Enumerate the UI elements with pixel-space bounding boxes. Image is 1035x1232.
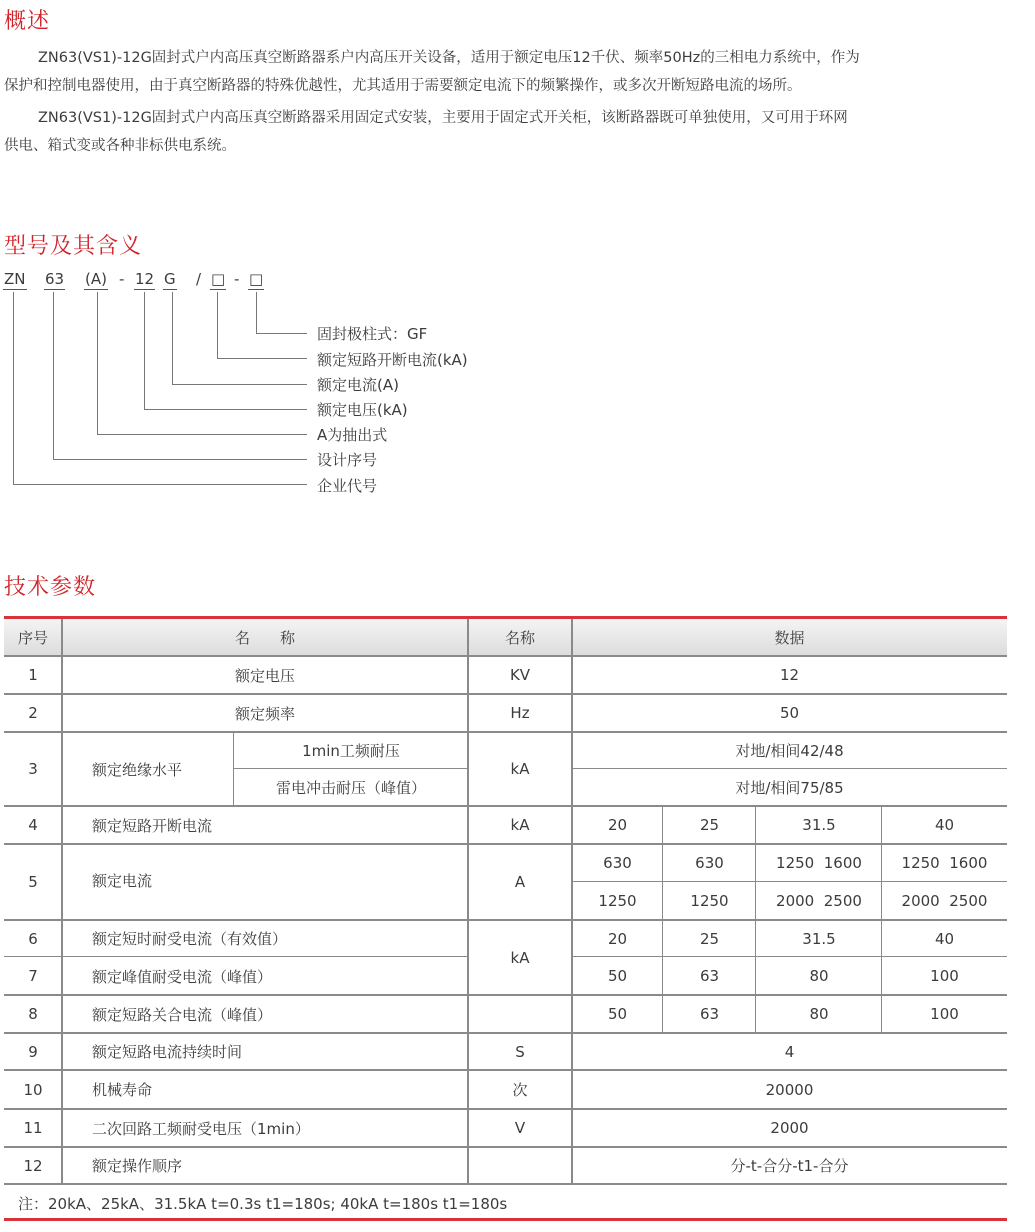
row-no: 9 xyxy=(28,1042,38,1061)
row-value: 12 xyxy=(779,666,800,684)
connector-line xyxy=(144,292,145,409)
row-value: 80 xyxy=(809,1005,829,1023)
grid-line xyxy=(61,619,63,1184)
grid-line xyxy=(881,806,882,1033)
grid-line xyxy=(4,1069,1007,1071)
grid-line xyxy=(4,919,1007,921)
row-unit: Hz xyxy=(510,704,530,722)
row-value: 630 xyxy=(603,854,632,872)
overview-paragraph-1 xyxy=(4,44,1029,100)
row-name: 机械寿命 xyxy=(92,1081,153,1099)
connector-line xyxy=(217,358,307,359)
connector-line xyxy=(256,292,257,334)
grid-line xyxy=(572,768,1007,769)
row-name: 额定短路关合电流（峰值） xyxy=(92,1005,273,1024)
row-value: 100 xyxy=(930,967,959,985)
row-value: 31.5 xyxy=(802,816,836,834)
grid-line xyxy=(571,619,573,1184)
grid-line xyxy=(572,881,1007,882)
code-part: - xyxy=(234,270,240,288)
code-part: 63 xyxy=(45,270,65,288)
row-value: 20 xyxy=(607,929,628,948)
connector-line xyxy=(13,292,14,485)
row-no: 6 xyxy=(28,929,38,948)
row-no: 7 xyxy=(28,967,38,985)
connector-line xyxy=(53,459,307,460)
row-subname: 1min工频耐压 xyxy=(302,742,400,760)
connector-line xyxy=(53,292,54,459)
overview-text: 供电、箱式变或各种非标供电系统。 xyxy=(4,138,236,154)
row-no: 5 xyxy=(28,873,38,891)
connector-line xyxy=(217,292,218,359)
connector-line xyxy=(97,292,98,434)
code-part: - xyxy=(119,270,125,288)
row-value: 50 xyxy=(607,1005,628,1023)
row-unit: KV xyxy=(509,666,531,684)
row-value: 80 xyxy=(809,967,829,985)
model-label: A为抽出式 xyxy=(317,426,388,444)
row-no: 12 xyxy=(23,1156,43,1175)
connector-line xyxy=(172,384,307,385)
row-value: 1250 xyxy=(598,892,637,910)
row-no: 11 xyxy=(23,1119,43,1137)
model-label: 额定电流(A) xyxy=(317,376,399,394)
overview-paragraph-2 xyxy=(4,104,1029,160)
table-bottom-rule xyxy=(4,1218,1007,1221)
row-name: 额定操作顺序 xyxy=(92,1157,183,1175)
row-value: 2000 2500 xyxy=(776,892,862,910)
header-name: 名 称 xyxy=(234,629,295,647)
connector-line xyxy=(256,333,307,334)
row-value: 50 xyxy=(607,967,628,985)
grid-line xyxy=(4,843,1007,845)
row-value: 2000 2500 xyxy=(901,892,988,910)
grid-line xyxy=(4,655,1007,657)
model-heading: 型号及其含义 xyxy=(4,234,143,259)
row-unit: kA xyxy=(510,948,530,967)
row-unit: S xyxy=(515,1042,525,1061)
grid-line xyxy=(572,956,1007,957)
header-unit: 名称 xyxy=(504,629,535,647)
row-value: 31.5 xyxy=(802,929,836,948)
connector-line xyxy=(172,292,173,384)
row-value: 63 xyxy=(699,967,720,985)
model-label: 固封极柱式：GF xyxy=(317,325,428,343)
connector-line xyxy=(97,434,307,435)
model-label: 额定电压(kA) xyxy=(317,401,408,419)
connector-line xyxy=(144,409,307,410)
row-no: 8 xyxy=(28,1005,38,1023)
row-name: 额定频率 xyxy=(234,704,295,723)
grid-line xyxy=(4,1146,1007,1148)
code-part: 12 xyxy=(135,270,155,288)
grid-line xyxy=(4,693,1007,695)
model-label: 企业代号 xyxy=(317,477,378,495)
row-name: 额定电压 xyxy=(234,666,295,685)
grid-line xyxy=(4,1183,1007,1185)
row-unit: kA xyxy=(510,760,530,778)
row-value: 25 xyxy=(699,929,720,948)
row-subname: 雷电冲击耐压（峰值） xyxy=(275,779,426,797)
header-data: 数据 xyxy=(774,629,805,647)
row-no: 10 xyxy=(23,1080,43,1099)
row-unit xyxy=(468,1147,572,1184)
code-part: □ xyxy=(249,270,264,288)
row-name: 额定峰值耐受电流（峰值） xyxy=(92,967,273,986)
code-part: □ xyxy=(211,270,226,288)
model-label: 额定短路开断电流(kA) xyxy=(317,351,468,369)
row-value: 630 xyxy=(695,854,724,872)
row-no: 1 xyxy=(28,666,38,684)
row-name: 额定电流 xyxy=(92,871,153,890)
table-note: 注：20kA、25kA、31.5kA t=0.3s t1=180s; 40kA t=180s t1=180s xyxy=(18,1195,508,1213)
connector-line xyxy=(13,484,307,485)
row-value: 20 xyxy=(607,816,628,834)
grid-line xyxy=(755,806,756,1033)
row-value: 1250 xyxy=(690,892,729,910)
overview-heading: 概述 xyxy=(4,9,51,34)
grid-line xyxy=(662,806,663,1033)
overview-text: 保护和控制电器使用，由于真空断路器的特殊优越性，尤其适用于需要额定电流下的频繁操作，或多次开断短路电流的场所。 xyxy=(4,78,802,94)
grid-line xyxy=(234,768,468,769)
code-part: G xyxy=(164,270,176,288)
code-part: / xyxy=(196,270,202,288)
grid-line xyxy=(4,731,1007,733)
row-no: 3 xyxy=(28,760,38,778)
row-value: 分-t-合分-t1-合分 xyxy=(730,1157,849,1175)
row-value: 40 xyxy=(934,929,955,948)
header-no: 序号 xyxy=(17,629,48,647)
row-value: 20000 xyxy=(765,1080,814,1099)
grid-line xyxy=(4,1032,1007,1034)
row-value: 63 xyxy=(699,1005,720,1023)
overview-text: ZN63(VS1)-12G固封式户内高压真空断路器系户内高压开关设备，适用于额定电压12千伏、频率50Hz的三相电力系统中，作为 xyxy=(38,50,860,66)
overview-text: ZN63(VS1)-12G固封式户内高压真空断路器采用固定式安装，主要用于固定式开关柜，该断路器既可单独使用，又可用于环网 xyxy=(38,110,848,126)
row-name: 二次回路工频耐受电压（1min） xyxy=(92,1119,310,1138)
model-label: 设计序号 xyxy=(317,451,378,469)
code-part: ZN xyxy=(4,270,26,288)
row-no: 4 xyxy=(28,816,38,834)
grid-line xyxy=(4,1108,1007,1110)
row-value: 4 xyxy=(784,1042,795,1061)
row-value: 1250 1600 xyxy=(776,854,862,872)
row-unit: 次 xyxy=(512,1081,528,1099)
row-value: 1250 1600 xyxy=(901,854,988,872)
row-value: 25 xyxy=(699,816,720,834)
grid-line xyxy=(467,619,469,1184)
code-part: (A) xyxy=(85,270,107,288)
specs-heading: 技术参数 xyxy=(4,575,97,600)
row-name: 额定短时耐受电流（有效值） xyxy=(92,930,288,948)
row-unit: kA xyxy=(510,816,530,834)
row-value: 50 xyxy=(779,704,800,722)
row-name: 额定短路电流持续时间 xyxy=(92,1043,243,1061)
row-value: 对地/相间75/85 xyxy=(735,779,844,797)
row-value: 40 xyxy=(934,816,955,834)
grid-line xyxy=(233,732,234,806)
grid-line xyxy=(4,956,468,957)
row-unit: V xyxy=(514,1119,526,1137)
row-value: 100 xyxy=(930,1005,959,1023)
row-name: 额定短路开断电流 xyxy=(92,816,213,835)
grid-line xyxy=(4,805,1007,807)
grid-line xyxy=(4,994,1007,996)
row-value: 对地/相间42/48 xyxy=(735,742,844,760)
row-unit: A xyxy=(514,873,526,891)
row-name: 额定绝缘水平 xyxy=(91,760,182,779)
row-value: 2000 xyxy=(770,1119,809,1137)
row-no: 2 xyxy=(28,704,38,722)
